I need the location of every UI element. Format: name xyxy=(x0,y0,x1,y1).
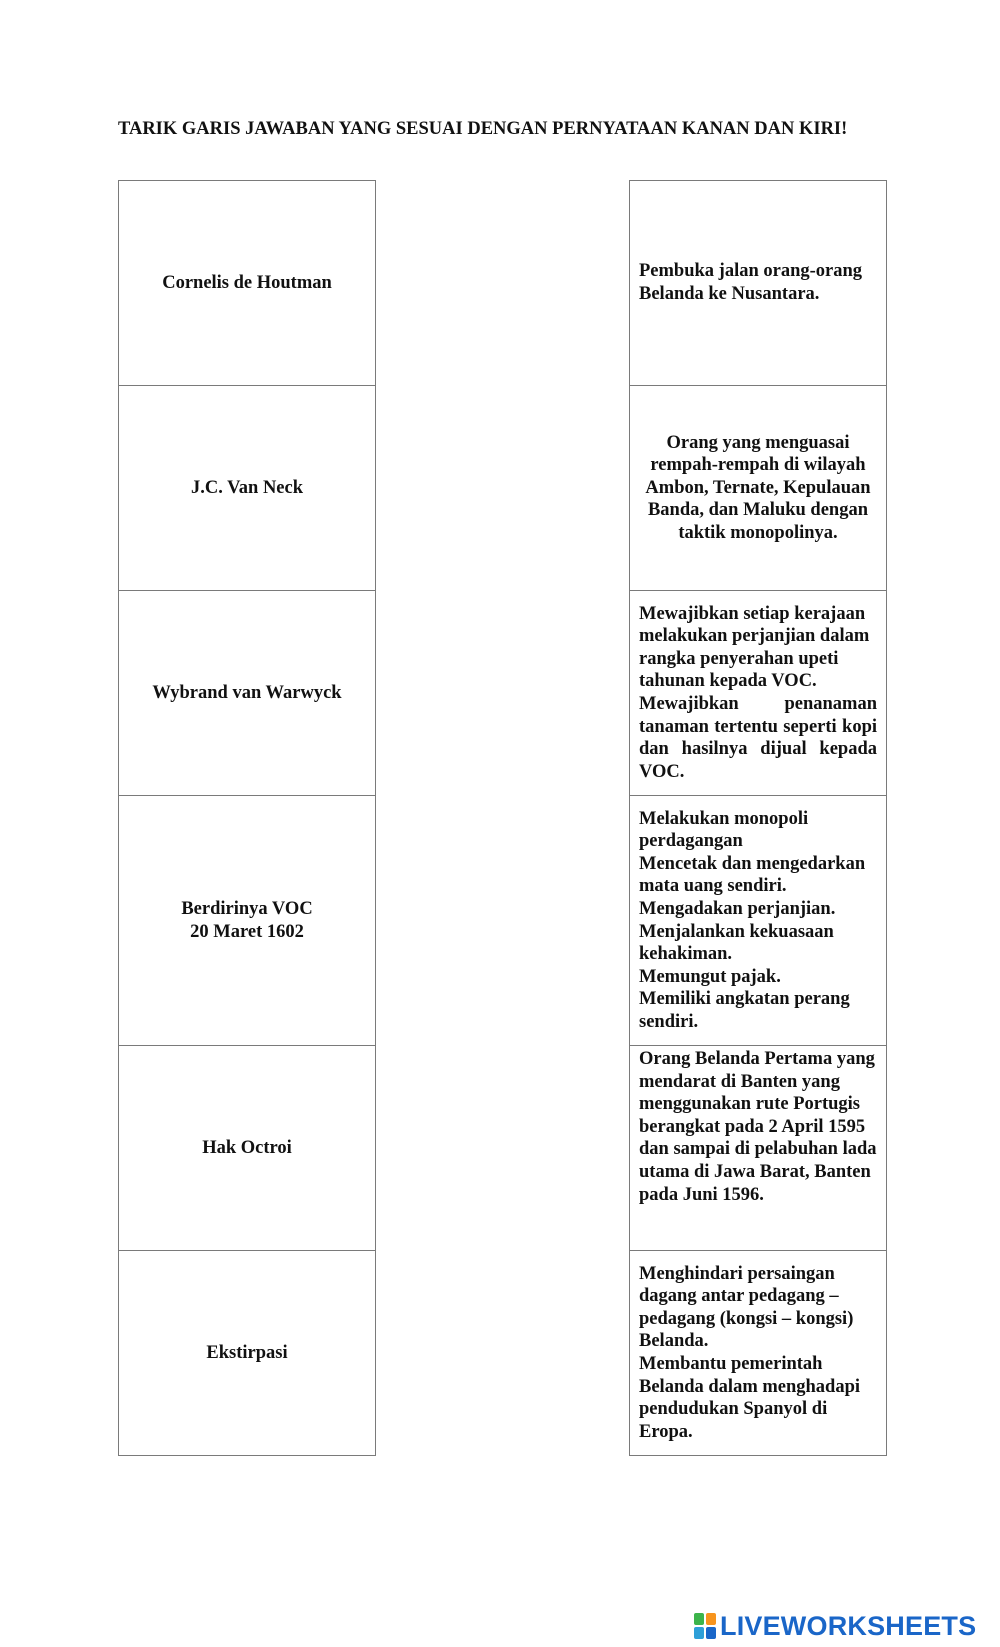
left-item-text: Wybrand van Warwyck xyxy=(152,682,342,703)
right-item-text: Mewajibkan penanaman tanaman tertentu seperti kopi dan hasilnya dijual kepada VOC. xyxy=(639,694,877,782)
left-item-text: Berdirinya VOC xyxy=(181,898,313,919)
left-item-text: J.C. Van Neck xyxy=(190,477,304,498)
left-item-text: 20 Maret 1602 xyxy=(190,921,304,942)
right-item-5[interactable] xyxy=(630,1045,886,1250)
left-item-3[interactable] xyxy=(119,590,375,795)
left-item-text: Cornelis de Houtman xyxy=(162,272,332,293)
right-item-text: Melakukan monopoli perdagangan xyxy=(639,808,809,852)
instruction-heading: TARIK GARIS JAWABAN YANG SESUAI DENGAN PERNYATAAN KANAN DAN KIRI! xyxy=(118,119,848,139)
liveworksheets-wordmark: LIVEWORKSHEETS xyxy=(720,1610,977,1641)
right-item-4[interactable] xyxy=(630,795,886,1045)
right-column xyxy=(629,180,887,1456)
right-item-text: Mewajibkan setiap kerajaan melakukan perjanjian dalam rangka penyerahan upeti tahunan kepada VOC. xyxy=(639,603,870,692)
left-item-1[interactable] xyxy=(119,180,375,385)
liveworksheets-logo xyxy=(694,1610,976,1642)
right-item-text: Orang yang menguasai rempah-rempah di wilayah Ambon, Ternate, Kepulauan Banda, dan Maluku dengan taktik monopolinya. xyxy=(645,432,871,543)
left-item-2[interactable] xyxy=(119,385,375,590)
right-item-text: Menjalankan kekuasaan kehakiman. xyxy=(639,921,834,965)
left-item-text: Hak Octroi xyxy=(202,1137,292,1158)
right-item-text: Menghindari persaingan dagang antar pedagang – pedagang (kongsi – kongsi) Belanda. xyxy=(639,1263,854,1352)
right-item-text: Memungut pajak. xyxy=(639,966,781,987)
liveworksheets-logo-icon xyxy=(694,1613,716,1639)
left-item-6[interactable] xyxy=(119,1250,375,1456)
left-item-text: Ekstirpasi xyxy=(206,1342,288,1363)
right-item-2[interactable] xyxy=(630,385,886,590)
left-item-4[interactable] xyxy=(119,795,375,1045)
left-column xyxy=(118,180,376,1456)
right-item-text: Orang Belanda Pertama yang mendarat di Banten yang menggunakan rute Portugis berangkat pada 2 April 1595 dan sampai di pelabuhan lada utama di Jawa Barat, Banten pada Juni 1596. xyxy=(639,1049,877,1205)
right-item-text: Pembuka jalan orang-orang Belanda ke Nusantara. xyxy=(639,261,863,304)
right-item-1[interactable] xyxy=(630,180,886,385)
right-item-text: Memiliki angkatan perang sendiri. xyxy=(639,989,850,1032)
right-item-3[interactable] xyxy=(630,590,886,795)
right-item-text: Membantu pemerintah Belanda dalam menghadapi pendudukan Spanyol di Eropa. xyxy=(639,1354,861,1442)
right-item-text: Mengadakan perjanjian. xyxy=(639,898,836,919)
right-item-text: Mencetak dan mengedarkan mata uang sendiri. xyxy=(639,853,866,897)
left-item-5[interactable] xyxy=(119,1045,375,1250)
right-item-6[interactable] xyxy=(630,1250,886,1456)
